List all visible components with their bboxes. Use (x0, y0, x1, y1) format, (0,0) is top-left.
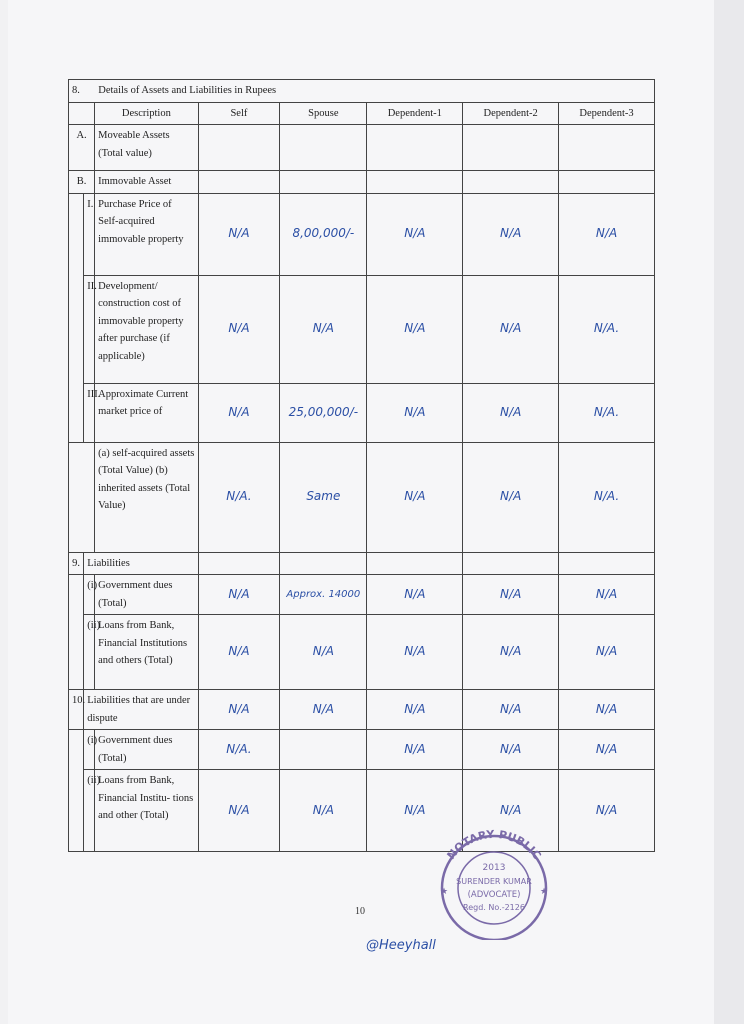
handwritten-value: N/A (463, 770, 559, 852)
handwritten-value: N/A (198, 615, 280, 690)
notary-stamp (424, 822, 564, 940)
handwritten-value: N/A (280, 690, 367, 730)
handwritten-value: N/A. (198, 730, 280, 770)
star-icon: ★ (440, 887, 449, 897)
table-row: 9. Liabilities (69, 552, 655, 575)
table-row: III. Approximate Current market price of N/A 25,00,000/- N/A N/A N/A. (69, 383, 655, 442)
handwritten-value: N/A. (559, 275, 655, 383)
table-row: B. Immovable Asset (69, 171, 655, 194)
handwritten-value: N/A (559, 690, 655, 730)
col-dependent-1: Dependent-1 (367, 102, 463, 125)
handwritten-value: N/A (463, 383, 559, 442)
handwritten-value: N/A (198, 383, 280, 442)
table-row: I. Purchase Price of Self-acquired immovable property N/A 8,00,000/- N/A N/A N/A (69, 193, 655, 275)
stamp-regd: Regd. No.-2126 (463, 903, 525, 912)
star-icon: ★ (540, 887, 549, 897)
handwritten-value: N/A (198, 575, 280, 615)
col-dependent-3: Dependent-3 (559, 102, 655, 125)
handwritten-value: N/A (367, 690, 463, 730)
handwritten-value: N/A. (559, 383, 655, 442)
section-title (69, 80, 655, 103)
handwritten-value: N/A (559, 575, 655, 615)
col-dependent-2: Dependent-2 (463, 102, 559, 125)
handwritten-value: N/A (367, 383, 463, 442)
stamp-year: 2013 (482, 863, 506, 873)
handwritten-value: N/A (367, 615, 463, 690)
handwritten-value: N/A (559, 770, 655, 852)
handwritten-value: N/A (367, 193, 463, 275)
handwritten-value: Same (280, 442, 367, 552)
handwritten-value: N/A (463, 615, 559, 690)
table-row: (i) Government dues (Total) N/A. N/A N/A N/A (69, 730, 655, 770)
section-heading: Details of Assets and Liabilities in Rupees (98, 85, 277, 96)
table-row: (a) self-acquired assets (Total Value) (b) inherited assets (Total Value) N/A. Same N/A N/A N/A. (69, 442, 655, 552)
handwritten-value: N/A (367, 442, 463, 552)
handwritten-value: N/A. (559, 442, 655, 552)
signature: @Heeyhall (366, 938, 436, 953)
handwritten-value: N/A (463, 442, 559, 552)
handwritten-value: N/A (559, 615, 655, 690)
handwritten-value (280, 730, 367, 770)
section-number: 8. (72, 85, 80, 96)
handwritten-value: N/A (198, 770, 280, 852)
handwritten-value: 8,00,000/- (280, 193, 367, 275)
handwritten-value: N/A (463, 193, 559, 275)
table-row: II. Development/ construction cost of immovable property after purchase (if applicable) N/A N/A N/A N/A N/A. (69, 275, 655, 383)
assets-liabilities-table (68, 79, 655, 852)
handwritten-value: N/A (198, 193, 280, 275)
handwritten-value: N/A (367, 770, 463, 852)
handwritten-value: N/A (367, 275, 463, 383)
col-spouse: Spouse (280, 102, 367, 125)
table-row: A. Moveable Assets (Total value) (69, 125, 655, 171)
stamp-title: (ADVOCATE) (467, 890, 521, 900)
handwritten-value: N/A (559, 193, 655, 275)
table-row: (i) Government dues (Total) N/A Approx. 14000 N/A N/A N/A (69, 575, 655, 615)
handwritten-value: Approx. 14000 (280, 575, 367, 615)
handwritten-value: N/A (463, 690, 559, 730)
handwritten-value: N/A (463, 730, 559, 770)
handwritten-value: N/A. (198, 442, 280, 552)
handwritten-value: N/A (280, 275, 367, 383)
stamp-name: SURENDER KUMAR (456, 877, 532, 886)
col-description: Description (95, 102, 198, 125)
page-edge (714, 0, 744, 1024)
table-row: (ii) Loans from Bank, Financial Institutions and others (Total) N/A N/A N/A N/A N/A (69, 615, 655, 690)
table-row: (ii) Loans from Bank, Financial Institu- tions and other (Total) N/A N/A N/A N/A N/A (69, 770, 655, 852)
handwritten-value: N/A (280, 770, 367, 852)
handwritten-value: N/A (198, 275, 280, 383)
table-row: 10. Liabilities that are under dispute N/A N/A N/A N/A N/A (69, 690, 655, 730)
section-header-row (69, 80, 655, 103)
handwritten-value: N/A (198, 690, 280, 730)
column-header-row (69, 102, 655, 125)
handwritten-value: N/A (463, 275, 559, 383)
handwritten-value: N/A (367, 575, 463, 615)
handwritten-value: 25,00,000/- (280, 383, 367, 442)
handwritten-value: N/A (367, 730, 463, 770)
handwritten-value: N/A (463, 575, 559, 615)
page-number: 10 (355, 906, 365, 917)
handwritten-value: N/A (559, 730, 655, 770)
stamp-arc-text: NOTARY PUBLIC (444, 827, 544, 863)
col-self: Self (198, 102, 280, 125)
handwritten-value: N/A (280, 615, 367, 690)
